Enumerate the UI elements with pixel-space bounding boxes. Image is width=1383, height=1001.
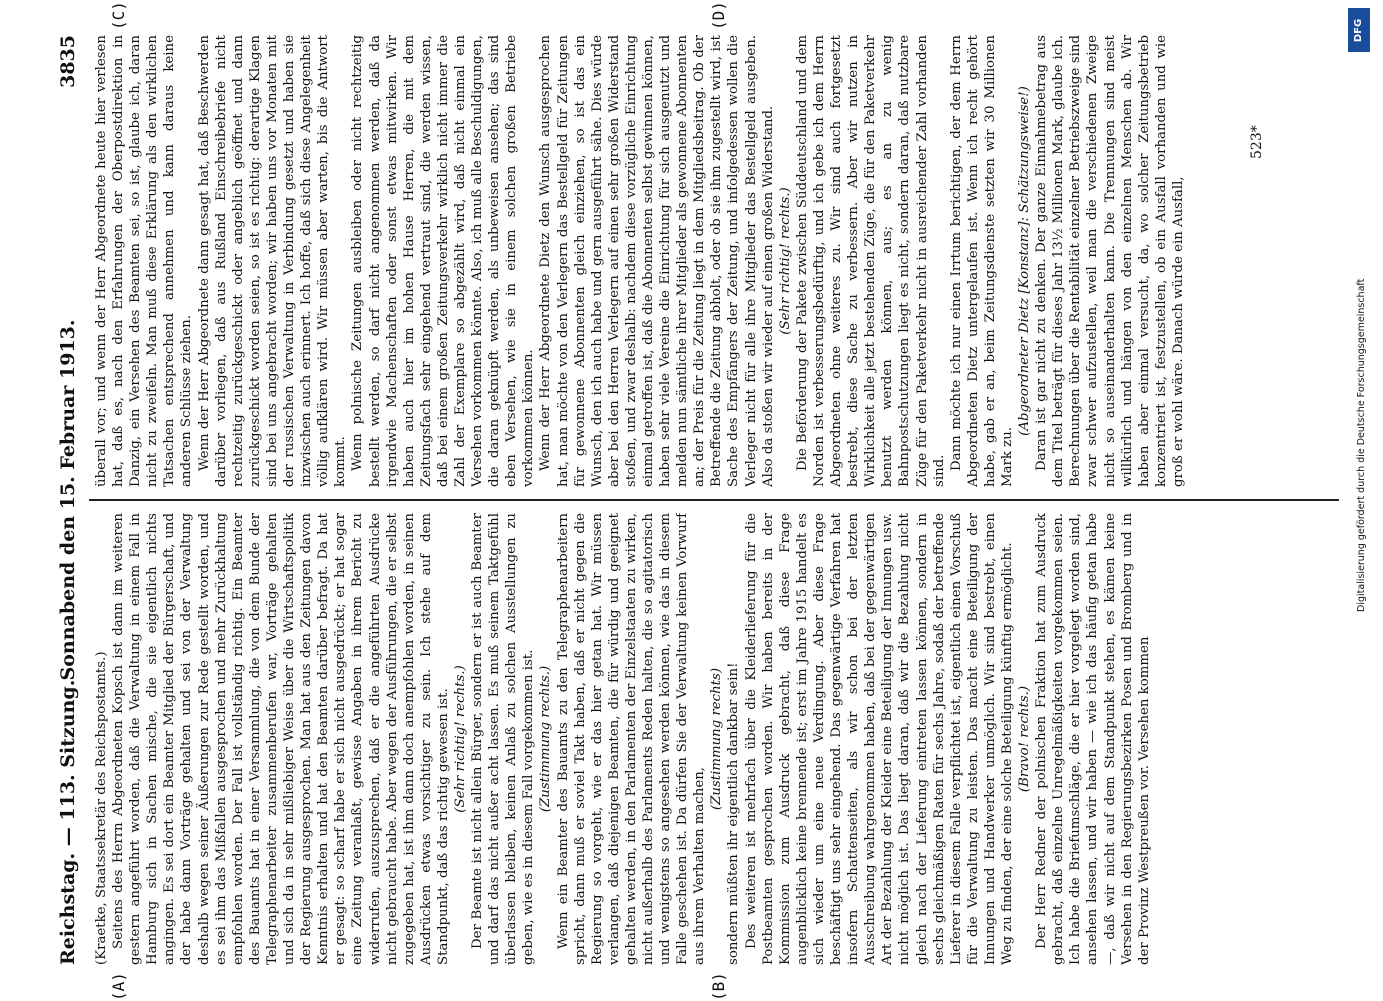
paragraph: Daran ist gar nicht zu denken. Der ganze Einnahmebetrag aus dem Titel beträgt für dieses Jahr 13½ Millionen Mark, glaube ich. Berechnungen über die Rentabilität einzelner Betriebszweige sind zwar schwer aufzustellen, weil man die verschiedenen Zweige nicht so auseinanderhalten kann. Die Trennungen sind meist willkürlich und hängen von den einzelnen Menschen ab. Wir haben aber einmal versucht, da, wo solcher Zeitungsbetrieb konzentriert ist, festzustellen, ob ein Ausfall vorhanden und wie groß er wohl wäre. Danach würde ein Ausfall, xyxy=(1034,35,1186,487)
paragraph: (Bravo! rechts.) xyxy=(1017,685,1033,793)
paragraph: (Sehr richtig! rechts.) xyxy=(452,665,468,813)
paragraph: Die Beförderung der Pakete zwischen Süddeutschland und dem Norden ist verbesserungsbedürftig, und ich gebe ich dem Herrn Abgeordneten ohne weiteres zu. Wir sind auch fortgesetzt bestrebt, diese Sache zu verbessern. Aber wir nutzen in Wirklichkeit alle jetzt bestehenden Züge, die für den Paketverkehr benutzt werden können, aus; es an zu wenig Bahnpostschutzungen liegt es nicht, sondern daran, daß nutzbare Züge für den Paketverkehr nicht in ausreichender Zahl vorhanden sind. xyxy=(794,35,947,487)
page-number: 3835 xyxy=(57,35,79,88)
paragraph: sondern müßten ihr eigentlich dankbar sein! xyxy=(726,662,742,965)
dfg-logo-icon: DFG xyxy=(1348,8,1370,52)
footer-page-number: 523* xyxy=(1249,125,1265,159)
page-header xyxy=(49,35,87,965)
paragraph: Des weiteren ist mehrfach über die Kleiderlieferung für die Postbeamten gesprochen worden. Wir haben bereits in der Kommission zum Ausdruck gebracht, daß diese Frage augenblicklich keine brennende ist; erst im Jahre 1915 handelt es sich wieder um eine neue Verdingung. Aber diese Frage beschäftigt uns sehr eingehend. Das gegenwärtige Verfahren hat insofern Schattenseiten, als wir schon bei der letzten Ausschreibung wahrgenommen haben, daß bei der gegenwärtigen Art der Bezahlung der Kleider eine Beteiligung der Innungen usw. nicht möglich ist. Das liegt daran, daß wir die Bezahlung nicht gleich nach der Lieferung eintreten lassen können, sondern in sechs gleichmäßigen Raten für sechs Jahre, sodaß der betreffende Lieferer in diesem Falle verpflichtet ist, eigentlich einen Vorschuß für die Verwaltung zu leisten. Das macht eine Beteiligung der Innungen und Handwerker unmöglich. Wir sind bestrebt, einen Weg zu finden, der eine solche Beteiligung künftig ermöglicht. xyxy=(743,513,1015,965)
paragraph: Wenn der Herr Abgeordnete Dietz den Wunsch ausgesprochen hat, man möchte von den Verlegern das Bestellgeld für Zeitungen für gewonnene Abonnenten gleich einziehen, so ist das ein Wunsch, den ich auch habe und gern ausgeführt sähe. Dies würde aber bei den Herren Verlegern auf einen sehr großen Widerstand stoßen, und zwar deshalb: nachdem diese vorzügliche Einrichtung einmal getroffen ist, daß die Abonnenten selbst gewinnen können, haben sehr viele Vereine die Einrichtung für sich ausgenutzt und melden nun sämtliche ihrer Mitglieder als gewonnene Abonnenten an; der Preis für die Zeitung liegt in dem Mitgliedsbeitrag. Ob der Betreffende die Zeitung abholt, oder ob sie ihm zugestellt wird, ist Sache des Empfängers der Zeitung, und infolgedessen wollen die Verleger nicht für alle ihre Mitglieder das Bestellgeld ausgeben. Also da stoßen wir wieder auf einen großen Widerstand. xyxy=(538,35,776,487)
paragraph: Der Beamte ist nicht allein Bürger, sondern er ist auch Beamter und darf das nicht außer acht lassen. Es muß seinem Taktgefühl überlassen bleiben, keinen Anlaß zu solchen Ausstellungen zu geben, wie es in diesem Fall vorgekommen ist. xyxy=(470,513,537,965)
digitization-credit: Digitalisierung gefördert durch die Deutsche Forschungsgemeinschaft xyxy=(1356,278,1367,612)
paragraph: Dann möchte ich nur einen Irrtum berichtigen, der dem Herrn Abgeordneten Dietz untergelaufen ist. Wenn ich recht gehört habe, gab er an, beim Zeitungsdienste setzten wir 30 Millionen Mark zu. xyxy=(948,35,1015,487)
paragraph: Seitens des Herrn Abgeordneten Kopsch ist dann im weiteren gestern angeführt worden, daß die Verwaltung in einem Fall in Hamburg sich in Sachen mische, die sie eigentlich nichts angingen. Es sei dort ein Beamter Mitglied der Bürgerschaft, und der habe dann Vorträge gehalten und sei von der Verwaltung deshalb wegen seiner Äußerungen zur Rede gestellt worden, und es sei ihm das Mißfallen ausgesprochen und mehr Zurückhaltung empfohlen worden. Der Fall ist vollständig richtig. Ein Beamter des Bauamts hat in einer Versammlung, die von dem Bunde der Telegraphenarbeiter zusammenberufen war, Vorträge gehalten und sich da in sehr mißliebiger Weise über die Wirtschaftspolitik der Regierung ausgesprochen. Man hat aus den Zeitungen davon Kenntnis erhalten und hat den Beamten darüber befragt. Da hat er gesagt: so scharf habe er sich nicht ausgedrückt; er hat sogar eine Zeitung veranlaßt, gewisse Angaben in ihrem Bericht zu widerrufen, auszusprechen, daß er die angeführten Ausdrücke nicht gebraucht habe. Aber wegen der Ausführungen, die er selbst zugegeben hat, ist ihm dann doch anempfohlen worden, in seinen Ausdrücken etwas vorsichtiger zu sein. Ich stehe auf dem Standpunkt, daß das richtig gewesen ist. xyxy=(111,513,451,965)
margin-marker-a: (A) xyxy=(109,972,128,1001)
paragraph: überall vor; und wenn der Herr Abgeordnete heute hier verlesen hat, daß es, nach den Erfahrungen der Oberpostdirektion in Danzig, ein Versehen des Beamten sei, so ist, glaube ich, daran nicht zu zweifeln. Man muß diese Erklärung als den wirklichen Tatsachen entsprechend annehmen und kann daraus keine anderen Schlüsse ziehen. xyxy=(94,35,195,487)
paragraph: Wenn polnische Zeitungen ausbleiben oder nicht rechtzeitig bestellt werden, so darf nicht angenommen werden, daß da irgendwie Machenschaften oder sonst etwas mitwirken. Wir haben auch hier im hohen Hause Herren, die mit dem Zeitungsfach sehr eingehend vertraut sind, die werden wissen, daß bei einem großen Zeitungsverkehr wirklich nicht immer die Zahl der Exemplare so abgezählt wird, daß nicht einmal ein Versehen vorkommen könnte. Also, ich muß alle Beschuldigungen, die daran geknüpft werden, als unbeweisen ansehen; das sind eben Versehen, wie sie in einem solchen großen Betriebe vorkommen können. xyxy=(350,35,537,487)
margin-marker-b: (B) xyxy=(709,972,728,1001)
right-column xyxy=(93,35,1333,487)
paragraph: Der Herr Redner der polnischen Fraktion hat zum Ausdruck gebracht, daß einzelne Unregelmäßigkeiten vorgekommen seien. Ich habe die Briefumschläge, die er hier vorgelegt worden sind, ansehen lassen, und wir haben — wie ich das häufig getan habe —, daß wir nicht auf dem Standpunkt stehen, es kämen keine Versehen in den Regierungsbezirken Posen und Bromberg und in der Provinz Westpreußen vor. Versehen kommen xyxy=(1034,513,1152,965)
margin-marker-d: (D) xyxy=(709,1,728,30)
paragraph: (Abgeordneter Dietz [Konstanz]: Schätzungsweise!) xyxy=(1017,86,1033,436)
header-left: Reichstag. — 113. Sitzung. xyxy=(57,679,79,965)
paragraph: Wenn der Herr Abgeordnete dann gesagt hat, daß Beschwerden darüber vorliegen, daß aus Rußland Einschreibebriefe nicht rechtzeitig zurückgeschickt oder angeblich geöffnet und dann zurückgeschickt worden seien, so ist es richtig: derartige Klagen sind bei uns angebracht worden; wir haben uns vor Monaten mit der russischen Verwaltung in Verbindung gesetzt und haben sie inzwischen auch erinnert. Ich hoffe, daß sich diese Angelegenheit völlig aufklären wird. Wir müssen aber warten, bis die Antwort kommt. xyxy=(196,35,349,487)
paragraph: (Sehr richtig! rechts.) xyxy=(777,187,793,335)
paragraph: (Kraetke, Staatssekretär des Reichspostamts.) xyxy=(94,651,109,965)
paragraph: (Zustimmung rechts) xyxy=(709,667,725,811)
digitization-sidebar xyxy=(1344,0,1383,1000)
header-date: Sonnabend den 15. Februar 1913. xyxy=(57,319,79,681)
paragraph: (Zustimmung rechts.) xyxy=(538,665,554,813)
left-column xyxy=(93,513,1333,965)
paragraph: Wenn ein Beamter des Bauamts zu den Telegraphenarbeitern spricht, dann muß er soviel Takt haben, daß er nicht gegen die Regierung so vorgeht, wie er das hier getan hat. Wir müssen verlangen, daß diejenigen Beamten, die für würdig und geeignet gehalten werden, in den Parlamenten der Einzelstaaten zu wirken, nicht außerhalb des Parlaments Reden halten, die so agitatorisch und wenigstens so angesehen werden können, wie das in diesem Falle geschehen ist. Da dürfen Sie der Verwaltung keinen Vorwurf aus ihrem Verhalten machen, xyxy=(555,513,708,965)
margin-marker-c: (C) xyxy=(109,1,128,30)
column-divider xyxy=(89,499,1339,501)
newspaper-page xyxy=(49,1,1339,1001)
